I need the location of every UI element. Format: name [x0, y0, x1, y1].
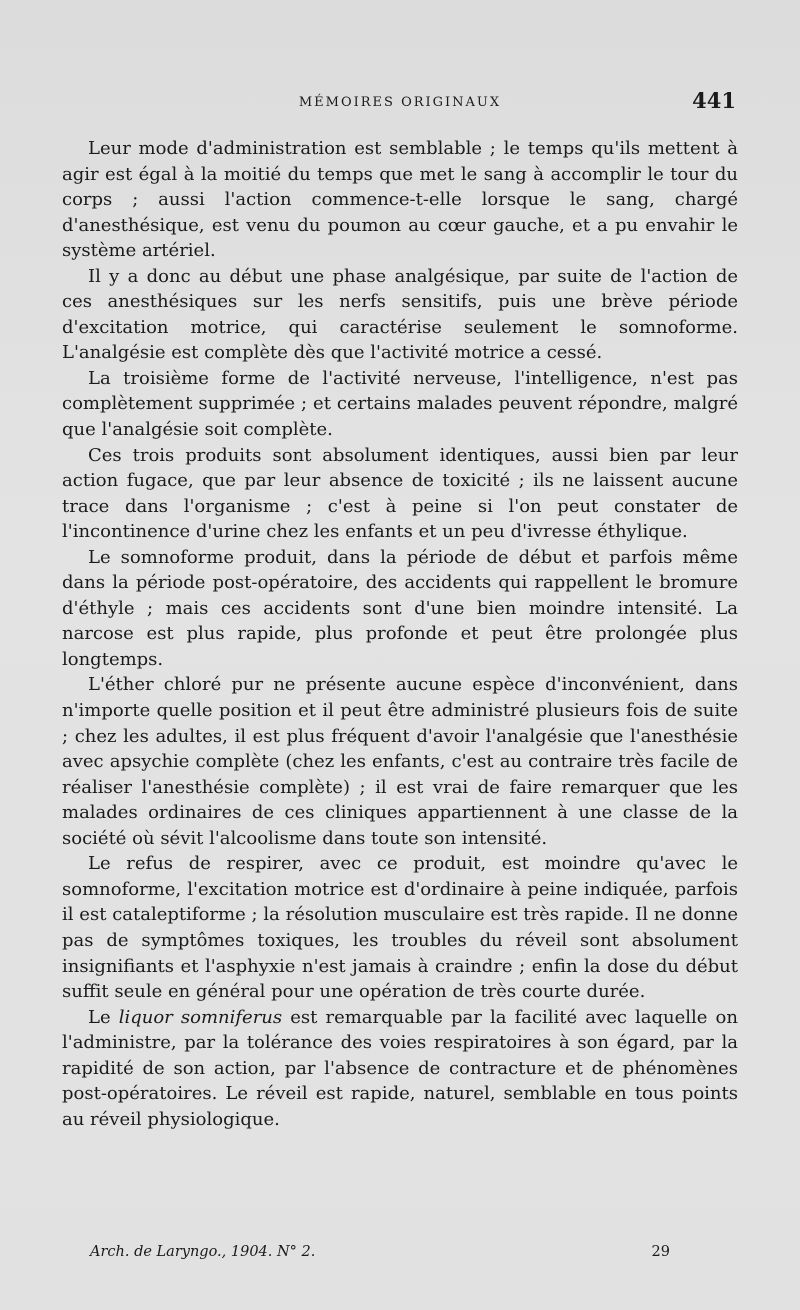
running-head — [62, 88, 738, 116]
paragraph-administration: Leur mode d'administration est semblable ; le temps qu'ils mettent à agir est égal à la moitié du temps que met le sang à accomplir le tour du corps ; aussi l'action commence-t-elle lorsque le sang, chargé d'anesthésique, est venu du poumon au cœur gauche, et a pu envahir le système artériel. — [62, 138, 738, 262]
paragraph-lead: Le — [88, 1006, 119, 1028]
paragraph-intelligence: La troisième forme de l'activité nerveuse, l'intelligence, n'est pas complètement supprimée ; et certains malades peuvent répondre, malgré que l'analgésie soit complète. — [62, 367, 738, 441]
paragraph-rest: est remarquable par la facilité avec laquelle on l'administre, par la tolérance des voies respiratoires à son égard, par la rapidité de son action, par l'absence de contracture et de phénomènes post-opératoires. Le réveil est rapide, naturel, semblable en tous points au réveil physiologique. — [62, 1006, 738, 1130]
page-footer — [90, 1244, 670, 1268]
paragraph-liquor-somniferus — [62, 1005, 738, 1133]
paragraph-analgesic-phase: Il y a donc au début une phase analgésique, par suite de l'action de ces anesthésiques sur les nerfs sensitifs, puis une brève période d'excitation motrice, qui caractérise seulement le somnoforme. L'analgésie est complète dès que l'activité motrice a cessé. — [62, 265, 738, 364]
footer-citation: Arch. de Laryngo., 1904. N° 2. — [90, 1244, 316, 1260]
paragraph-ether-chlore: L'éther chloré pur ne présente aucune espèce d'inconvénient, dans n'importe quelle position et il peut être administré plusieurs fois de suite ; chez les adultes, il est plus fréquent d'avoir l'analgésie que l'anesthésie avec apsychie complète (chez les enfants, c'est au contraire très facile de réaliser l'anesthésie complète) ; il est vrai de faire remarquer que les malades ordinaires de ces cliniques appartiennent à une classe de la société où sévit l'alcoolisme dans toute son intensité. — [62, 674, 738, 849]
body-text — [62, 136, 738, 1132]
liquor-somniferus-term: liquor somniferus — [118, 1006, 283, 1028]
running-title: MÉMOIRES ORIGINAUX — [298, 95, 502, 110]
footer-signature: 29 — [651, 1244, 670, 1260]
paragraph-somnoforme: Le somnoforme produit, dans la période de début et parfois même dans la période post-opératoire, des accidents qui rappellent le bromure d'éthyle ; mais ces accidents sont d'une bien moindre intensité. La narcose est plus rapide, plus profonde et peut être prolongée plus longtemps. — [62, 546, 738, 670]
paragraph-toxicity: Ces trois produits sont absolument identiques, aussi bien par leur action fugace, que par leur absence de toxicité ; ils ne laissent aucune trace dans l'organisme ; c'est à peine si l'on peut constater de l'incontinence d'urine chez les enfants et un peu d'ivresse éthylique. — [62, 444, 738, 543]
paragraph-respiration: Le refus de respirer, avec ce produit, est moindre qu'avec le somnoforme, l'excitation motrice est d'ordinaire à peine indiquée, parfois il est cataleptiforme ; la résolution musculaire est très rapide. Il ne donne pas de symptômes toxiques, les troubles du réveil sont absolument insignifiants et l'asphyxie n'est jamais à craindre ; enfin la dose du début suffit seule en général pour une opération de très courte durée. — [62, 853, 738, 1003]
page-number: 441 — [692, 88, 736, 113]
